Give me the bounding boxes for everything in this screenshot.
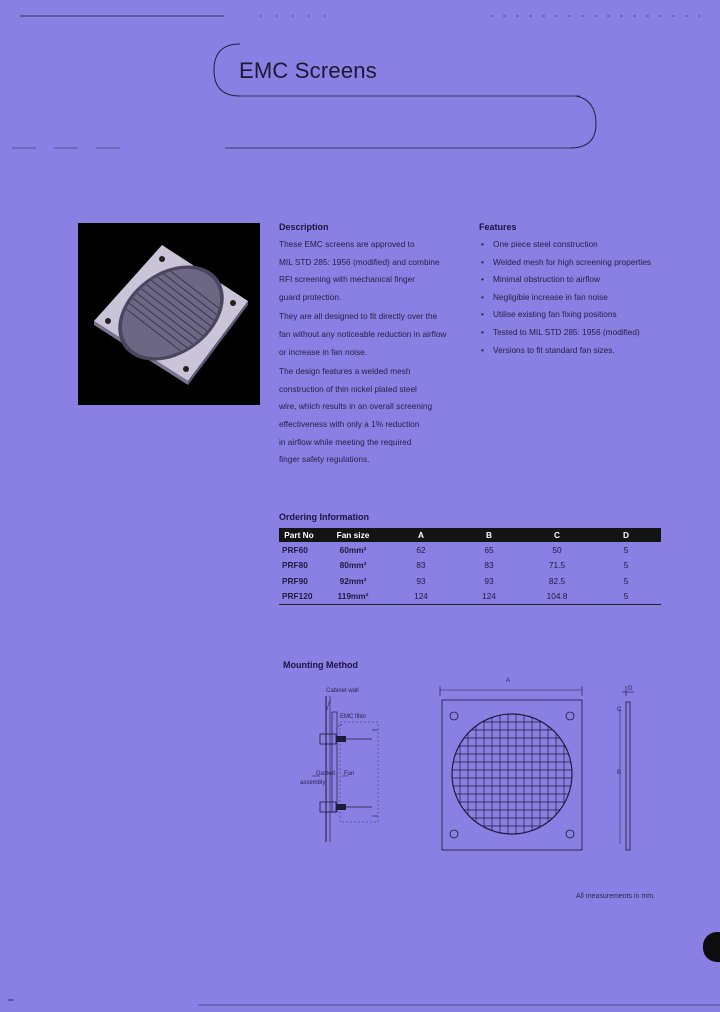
dim-label-c: C [617,707,622,713]
label-fan: Fan [344,771,355,777]
table-row [279,589,661,605]
table-cell: 83 [484,560,494,571]
dim-label-a: A [506,678,511,684]
feature-item: • Tested to MIL STD 285: 1956 (modified) [481,324,681,342]
label-emc-filter: EMC filter [340,714,367,720]
table-header-row [279,528,661,542]
table-cell: 62 [416,544,426,555]
table-row [279,573,661,589]
mounting-side-diagram [290,682,400,852]
bottom-rule [0,996,720,1012]
table-cell: 65 [484,544,494,555]
features-heading: Features [479,222,517,232]
column-header: A [387,528,455,542]
table-cell: 5 [623,560,629,571]
feature-item: • Negligible increase in fan noise [481,289,681,307]
table-cell: 50 [552,544,562,555]
table-row [279,558,661,574]
table-cell: 124 [387,589,455,605]
feature-item: • Versions to fit standard fan sizes. [481,342,681,360]
ordering-table [279,528,661,605]
page-edge-tab [703,932,720,962]
label-gasket: Gasket [316,771,336,777]
table-cell: 93 [416,575,426,586]
table-cell: PRF120 [279,589,319,605]
mounting-heading: Mounting Method [283,660,358,670]
column-header: B [455,528,523,542]
table-cell: 80mm² [339,560,367,571]
feature-item: • One piece steel construction [481,236,681,254]
feature-item: • Utilise existing fan fixing positions [481,306,681,324]
description-heading: Description [279,222,329,232]
ordering-heading: Ordering Information [279,512,369,522]
features-list [481,236,681,359]
table-cell: 93 [484,575,494,586]
description-paragraph: The design features a welded mesh construction of thin nickel plated steel wire, which results in an overall screening effectiveness with only a 1% reduction in airflow while meeting the required finger safety regulations. [279,366,433,465]
label-assembly: assembly [300,780,326,786]
dim-label-d: D [628,686,633,692]
mounting-front-diagram [436,684,586,854]
table-cell: 83 [416,560,426,571]
page-title: EMC Screens [239,58,377,83]
table-cell: 5 [591,589,661,605]
product-photo [78,223,260,405]
feature-item: • Minimal obstruction to airflow [481,271,681,289]
column-header: C [523,528,591,542]
table-cell: PRF80 [282,560,308,571]
column-header: Fan size [319,528,387,542]
label-cabinet-wall: Cabinet wall [326,688,359,694]
table-cell: 92mm² [339,575,367,586]
table-cell: 104.8 [523,589,591,605]
table-cell: 124 [455,589,523,605]
table-cell: 5 [623,544,629,555]
description-body [279,236,469,469]
table-cell: 5 [623,575,629,586]
table-row [279,542,661,558]
description-paragraph: These EMC screens are approved to MIL STD 285: 1956 (modified) and combine RFI screening with mechanical finger guard protection. [279,239,440,302]
top-rule [0,0,720,30]
table-cell: 60mm² [339,544,367,555]
emc-screen-image [78,223,260,405]
table-cell: 82.5 [548,575,566,586]
column-header: Part No [279,528,319,542]
table-cell: 71.5 [548,560,566,571]
dim-label-b: B [617,770,622,776]
column-header: D [591,528,661,542]
table-cell: 119mm² [319,589,387,605]
table-cell: PRF90 [282,575,308,586]
measurement-note: All measurements in mm. [576,893,655,900]
feature-item: • Welded mesh for high screening properties [481,254,681,272]
table-cell: PRF60 [282,544,308,555]
description-paragraph: They are all designed to fit directly over the fan without any noticeable reduction in airflow or increase in fan noise. [279,311,447,357]
